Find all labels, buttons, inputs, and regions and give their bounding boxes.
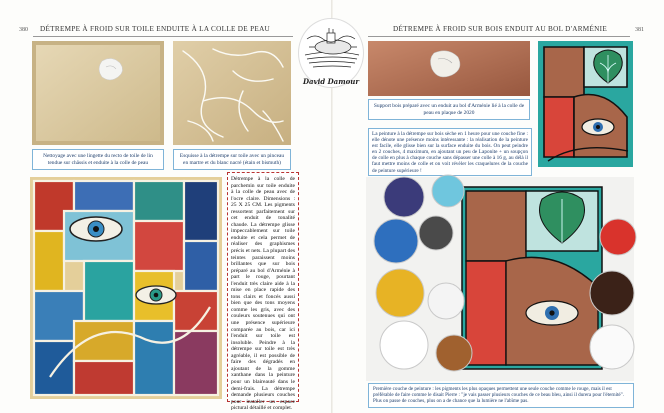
left-header-rule [33, 36, 293, 37]
caption-first-layer: Première couche de peinture : les pigments les plus opaques permettent une seule couche comme le rouge, mais il est préférable de faire comme le disait Pierre : "je vais passer plusieurs couches de ce beau bleu, ainsi il durera pour l'éternité". Plus on passe de couches, plus on a de chance que la lumière ne l'abîme pas. [368, 383, 634, 408]
caption-bol-board: Support bois préparé avec un enduit au bol d'Arménie lié à la colle de peau en plaque de 2020 [368, 99, 530, 120]
photo-white-sketch [173, 41, 291, 145]
photo-paint-dishes [366, 177, 634, 381]
right-page-header: DÉTREMPE À FROID SUR BOIS ENDUIT AU BOL D'ARMÉNIE [393, 25, 608, 33]
left-body-text: Détrempe à la colle de parchemin sur toile enduite à la colle de peau avec de l'ocre claire. Dimensions : 25 X 25 CM. Les pigments ressortent parfaitement sur cet enduit de tonalité chaude. La détrempe glisse impeccablement sur toile enduite et cela permet de réaliser des graphismes précis et nets. La plupart des teintes paraissent moins brillantes que sur bois préparé au bol d'Arménie à part le rouge, pourtant l'enduit très claire aide à la mise en place rapide des tons clairs et foncés aussi bien que des tons moyens comme les gris, avec des couleurs soutenues qui ont une présence supérieure comparée au bois, car ici l'enduit sur toile est insoluble. Peindre à la détrempe sur toile est très agréable, il est possible de faire des dégradés en ajoutant de la gomme xanthane dans la peinture pour un blaireauté dans le demi-frais. La détrempe demande plusieurs couches pour installer un espace pictural détaillé et complet. [231, 176, 295, 412]
photo-canvas-cleaning [32, 41, 164, 145]
left-text-box [227, 172, 299, 412]
submarine-sketch-icon [299, 19, 365, 77]
author-logo [298, 18, 364, 88]
painting-bol-sketch [538, 41, 633, 167]
right-page-number: 381 [635, 27, 644, 33]
caption-canvas-cleaning: Nettoyage avec une lingette du recto de toile de lin tendue sur châssis et enduite à la colle de peau [32, 149, 164, 170]
painting-canvas-detrempe [30, 177, 222, 399]
photo-bol-armenie-board [368, 41, 530, 96]
left-page-header: DÉTREMPE À FROID SUR TOILE ENDUITE À LA COLLE DE PEAU [40, 25, 271, 33]
right-header-rule [368, 36, 630, 37]
caption-white-sketch: Esquisse à la détrempe sur toile avec un pinceau en martre et du blanc nacré (étain et bismuth) [173, 149, 291, 170]
left-page-number: 380 [19, 27, 28, 33]
right-body-text: La peinture à la détrempe sur bois sèche en 1 heure pour une couche fine : elle dénote une présence moins intéressante : la réalisation de la peinture est facile, elle glisse bien sur la surface enduite du bois. On peut peindre en 2 couches, 4 maximum, en ajoutant un peu de Laponite + un soupçon de colle en plus à chaque couche sans dépasser une colle à 16 g, au délà il faut mettre moins de colle et on voit révèler les craquelures de la couche de peinture supérieure ! [368, 128, 532, 176]
logo-author-name: David Damour [302, 77, 360, 86]
